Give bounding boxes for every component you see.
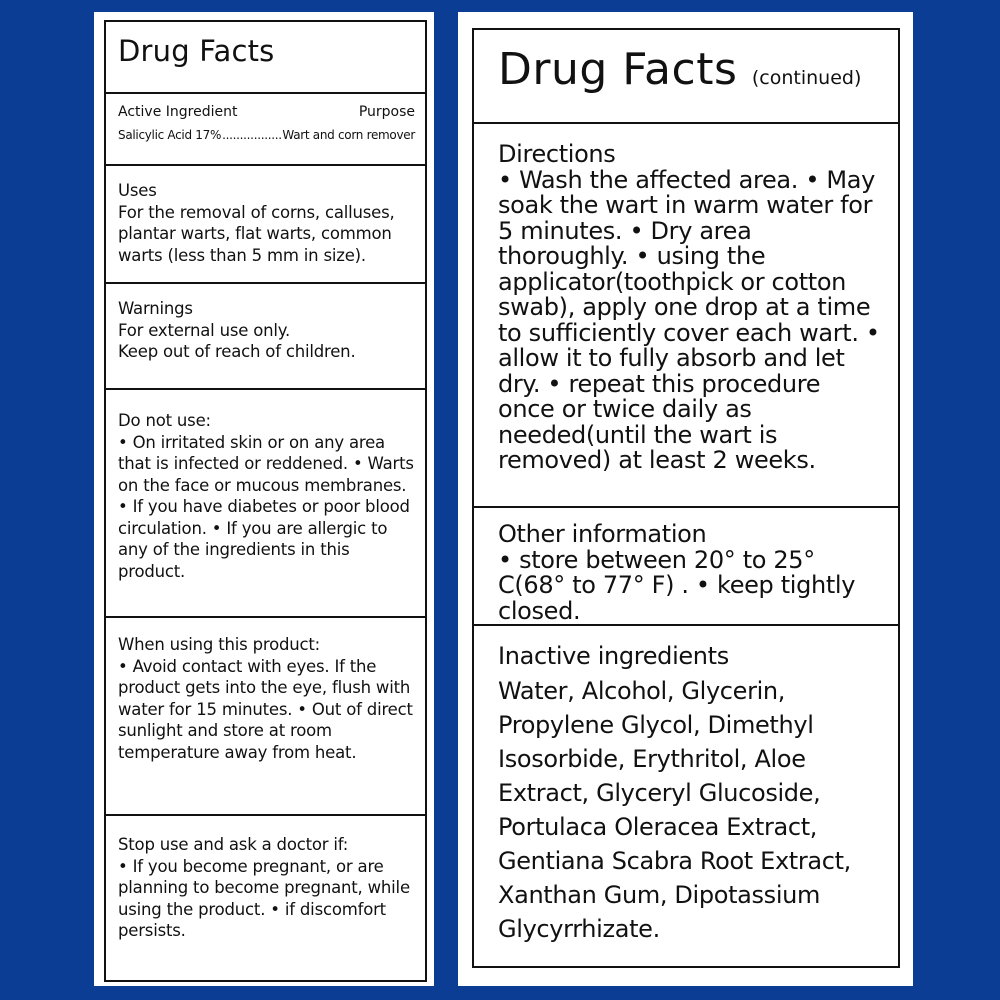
active-ingredient-header: Active Ingredient: [118, 104, 238, 120]
warnings-heading: Warnings: [118, 299, 193, 318]
do-not-use-heading: Do not use:: [118, 411, 211, 430]
ingredient-purpose: Wart and corn remover: [282, 128, 415, 142]
uses-heading: Uses: [118, 181, 157, 200]
warnings-line-1: For external use only.: [118, 320, 291, 340]
drug-facts-panel-left: [94, 12, 434, 986]
directions-heading: Directions: [498, 140, 616, 168]
directions-section: [474, 122, 898, 506]
stop-use-section: [106, 814, 425, 980]
continued-suffix: (continued): [751, 67, 862, 89]
inactive-ingredients-section: [474, 624, 898, 966]
leader-dots: [222, 128, 281, 142]
do-not-use-text: • On irritated skin or on any area that is infected or reddened. • Warts on the face or mucous membranes. • If you have diabetes or poor blood circulation. • If you are allergic to any of the ingredients in this product.: [118, 432, 414, 581]
other-information-text: • store between 20° to 25° C(68° to 77° F) . • keep tightly closed.: [498, 545, 856, 625]
do-not-use-section: [106, 388, 425, 616]
when-using-section: [106, 616, 425, 814]
drug-facts-frame-right: [472, 28, 900, 968]
when-using-text: • Avoid contact with eyes. If the product gets into the eye, flush with water for 15 minutes. • Out of direct sunlight and store at room temperature away from heat.: [118, 656, 413, 762]
uses-section: [106, 164, 425, 282]
ingredient-name: Salicylic Acid 17%: [118, 128, 222, 142]
other-information-section: [474, 506, 898, 624]
panel-title: Drug Facts: [118, 34, 275, 68]
directions-text: • Wash the affected area. • May soak the wart in warm water for 5 minutes. • Dry area thoroughly. • using the applicator(toothpick or cotton swab), apply one drop at a time to sufficiently cover each wart. • allow it to fully absorb and let dry. • repeat this procedure once or twice daily as needed(until the wart is removed) at least 2 weeks.: [498, 165, 880, 474]
other-information-heading: Other information: [498, 520, 707, 548]
warnings-line-2: Keep out of reach of children.: [118, 342, 356, 361]
ingredient-row: [118, 128, 415, 142]
active-ingredient-header-row: [118, 104, 415, 120]
continued-title-text: Drug Facts: [498, 44, 738, 95]
continued-title-section: [474, 30, 898, 122]
drug-facts-frame-left: [104, 20, 427, 982]
inactive-ingredients-heading: Inactive ingredients: [498, 642, 729, 670]
continued-title: [498, 44, 861, 95]
title-section: [106, 22, 425, 92]
stop-use-text: • If you become pregnant, or are planning to become pregnant, while using the product. • if discomfort persists.: [118, 856, 410, 940]
purpose-header: Purpose: [358, 104, 415, 120]
warnings-section: [106, 282, 425, 388]
inactive-ingredients-text: Water, Alcohol, Glycerin, Propylene Glycol, Dimethyl Isosorbide, Erythritol, Aloe Extract, Glyceryl Glucoside, Portulaca Oleracea Extract, Gentiana Scabra Root Extract, Xanthan Gum, Dipotassium Glycyrrhizate.: [498, 676, 851, 943]
stop-use-heading: Stop use and ask a doctor if:: [118, 835, 349, 854]
uses-text: For the removal of corns, calluses, plantar warts, flat warts, common warts (less than 5 mm in size).: [118, 202, 395, 265]
active-ingredient-section: [106, 92, 425, 164]
drug-facts-panel-right: [458, 12, 913, 986]
when-using-heading: When using this product:: [118, 635, 321, 654]
